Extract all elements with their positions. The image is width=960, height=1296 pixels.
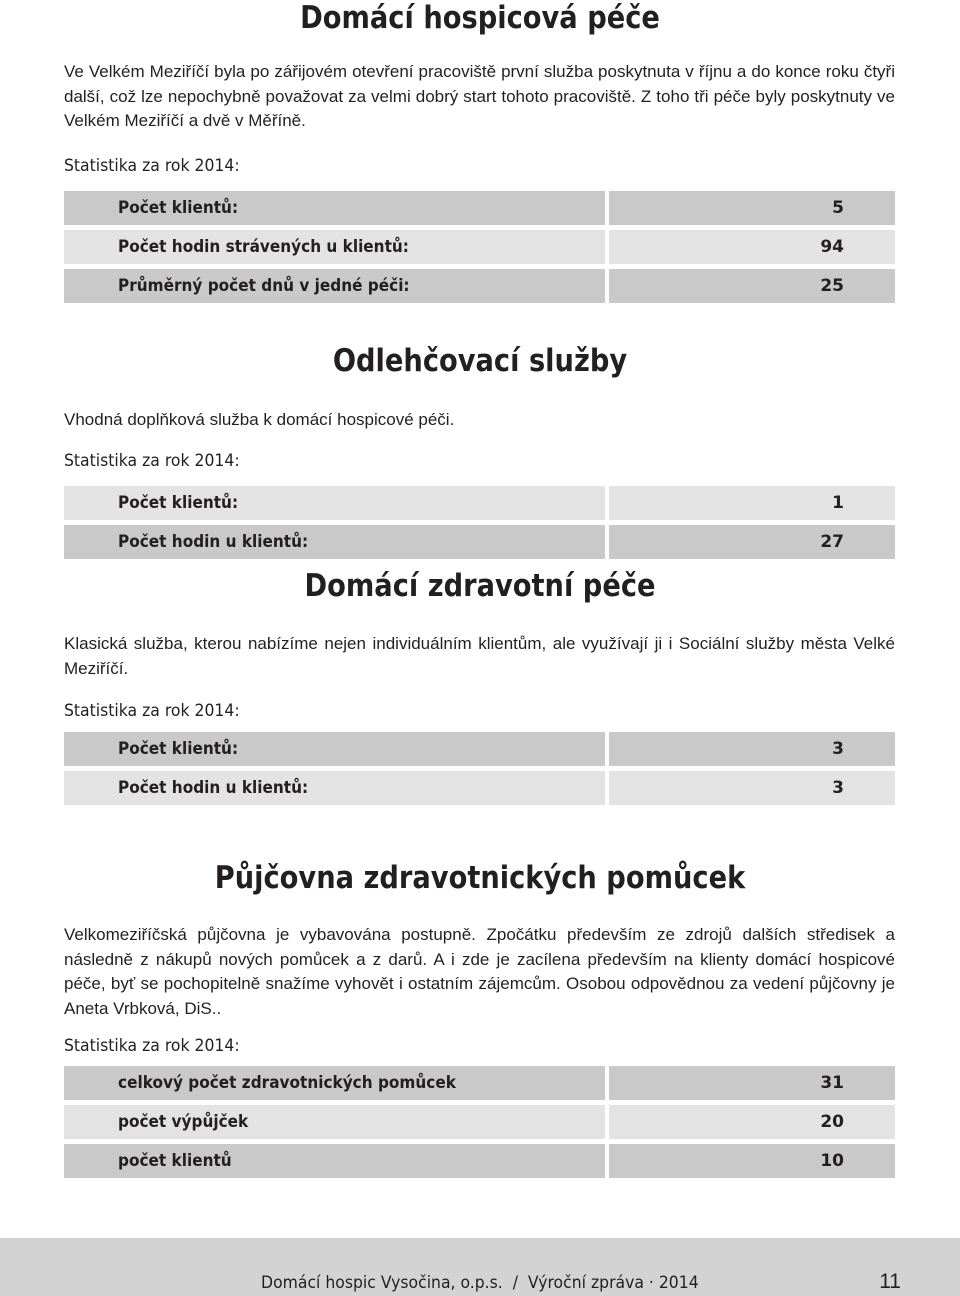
section-paragraph [64, 60, 895, 134]
stats-table [64, 732, 895, 810]
row-label: Počet hodin strávených u klientů: [118, 237, 409, 257]
table-row [64, 486, 895, 520]
table-row [64, 269, 895, 303]
footer-label: Domácí hospic Vysočina, o.p.s. / Výroční zpráva · 2014 [261, 1273, 699, 1293]
stats-label-text: Statistika za rok 2014: [64, 1036, 240, 1056]
section-title: Odlehčovací služby [332, 343, 628, 379]
row-value-cell [609, 1144, 895, 1178]
section-paragraph [64, 408, 895, 433]
row-value: 3 [832, 778, 844, 798]
row-label: Počet klientů: [118, 198, 239, 218]
stats-label-text: Statistika za rok 2014: [64, 701, 240, 721]
paragraph-text: Klasická služba, kterou nabízíme nejen individuálním klientům, ale využívají ji i Sociální služby města Velké Meziříčí. [64, 634, 895, 678]
row-value-cell [609, 486, 895, 520]
section-health-title-wrap [0, 568, 960, 604]
section-title: Domácí hospicová péče [300, 0, 660, 36]
row-value: 20 [820, 1112, 844, 1132]
row-value-cell [609, 269, 895, 303]
table-row [64, 1066, 895, 1100]
row-label-cell [64, 230, 605, 264]
stats-label-text: Statistika za rok 2014: [64, 451, 240, 471]
section-respite-title-wrap [0, 343, 960, 379]
stats-label-text: Statistika za rok 2014: [64, 156, 240, 176]
section-paragraph [64, 632, 895, 681]
section-rental-title-wrap [0, 860, 960, 896]
row-label-cell [64, 486, 605, 520]
row-value-cell [609, 771, 895, 805]
section-title: Půjčovna zdravotnických pomůcek [214, 860, 746, 896]
row-label: počet výpůjček [118, 1112, 249, 1132]
row-value: 31 [820, 1073, 844, 1093]
section-title: Domácí zdravotní péče [304, 568, 656, 604]
paragraph-text: Ve Velkém Meziříčí byla po zářijovém otevření pracoviště první služba poskytnuta v říjnu a do konce roku čtyři další, což lze nepochybně považovat za velmi dobrý start tohoto pracoviště. Z toho tři péče byly poskytnuty ve Velkém Meziříčí a dvě v Měříně. [64, 62, 895, 130]
row-value-cell [609, 732, 895, 766]
section-paragraph [64, 923, 895, 1021]
footer-text [0, 1273, 960, 1293]
table-row [64, 771, 895, 805]
section-hospice-title-wrap [0, 0, 960, 36]
row-label: Počet klientů: [118, 493, 239, 513]
row-value-cell [609, 191, 895, 225]
row-label-cell [64, 771, 605, 805]
stats-table [64, 1066, 895, 1183]
row-label: počet klientů [118, 1151, 232, 1171]
paragraph-text: Vhodná doplňková služba k domácí hospicové péči. [64, 410, 455, 429]
table-row [64, 191, 895, 225]
table-row [64, 525, 895, 559]
row-value-cell [609, 1066, 895, 1100]
row-value: 25 [820, 276, 844, 296]
row-label-cell [64, 525, 605, 559]
row-value-cell [609, 230, 895, 264]
row-label-cell [64, 191, 605, 225]
row-label: Počet hodin u klientů: [118, 778, 309, 798]
row-label-cell [64, 269, 605, 303]
row-label: celkový počet zdravotnických pomůcek [118, 1073, 456, 1093]
stats-label [64, 156, 255, 176]
table-row [64, 230, 895, 264]
table-row [64, 1144, 895, 1178]
row-value: 3 [832, 739, 844, 759]
stats-label [64, 451, 255, 471]
row-value: 10 [820, 1151, 844, 1171]
row-label-cell [64, 732, 605, 766]
row-value: 5 [832, 198, 844, 218]
page-number: 11 [879, 1270, 901, 1293]
table-row [64, 1105, 895, 1139]
row-label-cell [64, 1144, 605, 1178]
paragraph-text: Velkomeziříčská půjčovna je vybavována postupně. Zpočátku především ze zdrojů dalších středisek a následně z nákupů nových pomůcek a z darů. A i zde je zacílena především na klienty domácí hospicové péče, byť se pochopitelně snažíme vyhovět i ostatním zájemcům. Osobou odpovědnou za vedení půjčovny je Aneta Vrbková, DiS.. [64, 925, 895, 1018]
row-label: Počet hodin u klientů: [118, 532, 309, 552]
stats-label [64, 701, 255, 721]
stats-table [64, 486, 895, 564]
row-label: Počet klientů: [118, 739, 239, 759]
row-label: Průměrný počet dnů v jedné péči: [118, 276, 410, 296]
row-label-cell [64, 1066, 605, 1100]
table-row [64, 732, 895, 766]
row-value: 27 [820, 532, 844, 552]
row-value-cell [609, 525, 895, 559]
row-value: 1 [832, 493, 844, 513]
stats-label [64, 1036, 255, 1056]
stats-table [64, 191, 895, 308]
row-value-cell [609, 1105, 895, 1139]
row-label-cell [64, 1105, 605, 1139]
row-value: 94 [820, 237, 844, 257]
